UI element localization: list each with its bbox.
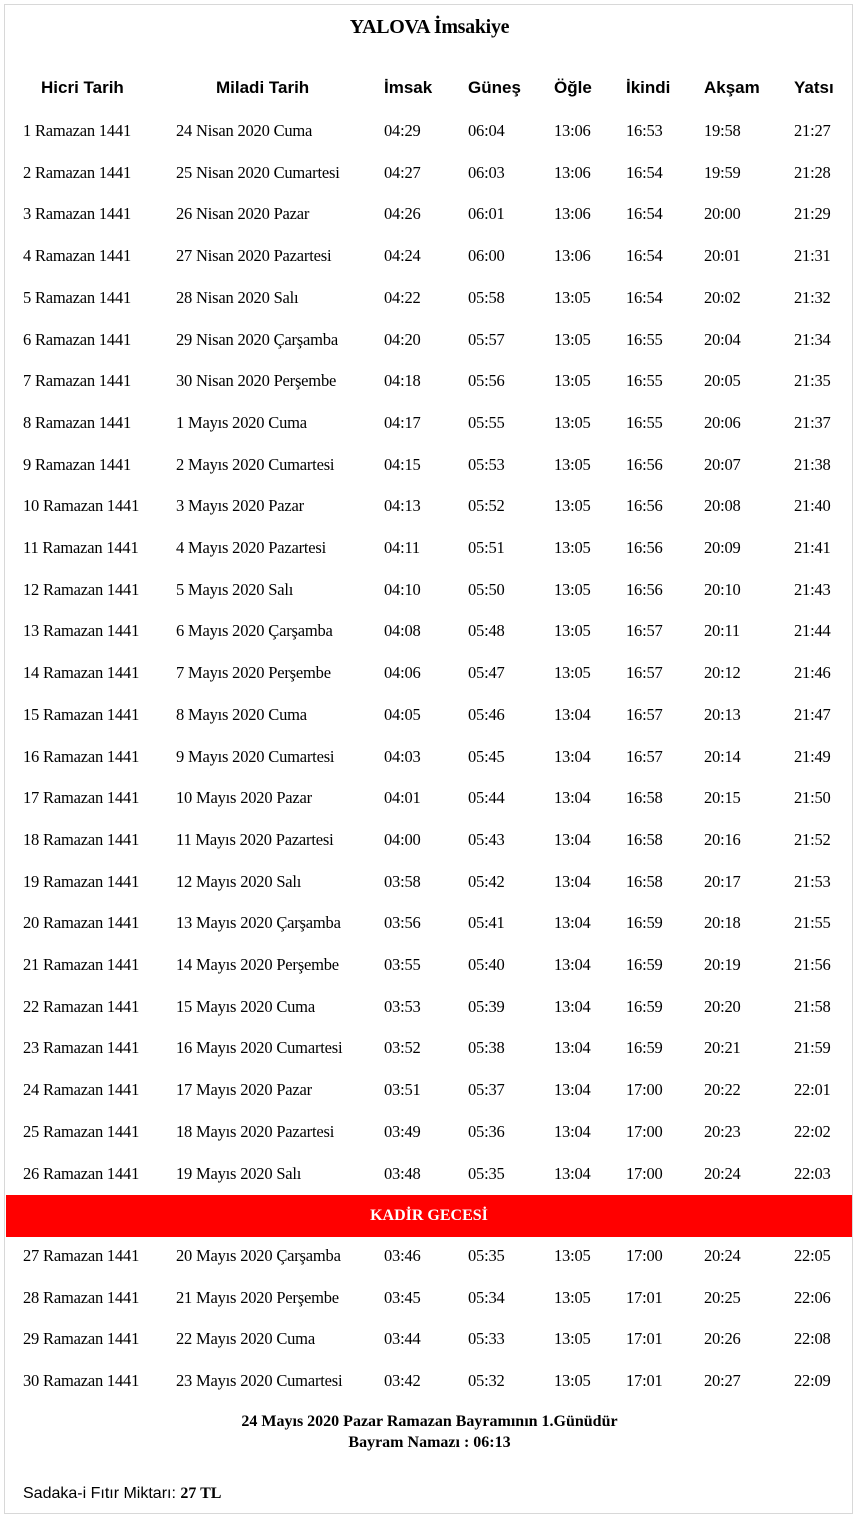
header-ikindi: İkindi bbox=[626, 78, 671, 97]
cell-ikindi: 16:57 bbox=[626, 704, 663, 724]
cell-ikindi: 17:00 bbox=[626, 1163, 663, 1183]
cell-yatsi: 21:31 bbox=[794, 246, 831, 266]
cell-gunes: 06:03 bbox=[468, 162, 505, 182]
cell-aksam: 20:20 bbox=[704, 996, 741, 1016]
cell-gunes: 05:35 bbox=[468, 1163, 505, 1183]
cell-miladi-tarih: 27 Nisan 2020 Pazartesi bbox=[176, 246, 332, 266]
cell-hicri-tarih: 20 Ramazan 1441 bbox=[23, 913, 140, 933]
cell-gunes: 05:50 bbox=[468, 579, 505, 599]
cell-yatsi: 21:52 bbox=[794, 829, 831, 849]
bayram-namazi: Bayram Namazı : 06:13 bbox=[348, 1434, 511, 1451]
cell-hicri-tarih: 18 Ramazan 1441 bbox=[23, 829, 140, 849]
cell-gunes: 05:44 bbox=[468, 788, 505, 808]
cell-imsak: 03:51 bbox=[384, 1080, 421, 1100]
cell-ogle: 13:05 bbox=[554, 287, 591, 307]
cell-miladi-tarih: 16 Mayıs 2020 Cumartesi bbox=[176, 1038, 343, 1058]
cell-imsak: 04:01 bbox=[384, 788, 421, 808]
table-row bbox=[0, 621, 859, 647]
cell-ogle: 13:04 bbox=[554, 1163, 591, 1183]
cell-imsak: 04:10 bbox=[384, 579, 421, 599]
table-row bbox=[0, 455, 859, 481]
cell-aksam: 20:06 bbox=[704, 412, 741, 432]
cell-hicri-tarih: 4 Ramazan 1441 bbox=[23, 246, 132, 266]
table-row bbox=[0, 121, 859, 147]
cell-gunes: 05:45 bbox=[468, 746, 505, 766]
cell-ogle: 13:06 bbox=[554, 121, 591, 140]
cell-hicri-tarih: 3 Ramazan 1441 bbox=[23, 204, 132, 224]
cell-ogle: 13:05 bbox=[554, 1371, 591, 1391]
cell-hicri-tarih: 17 Ramazan 1441 bbox=[23, 788, 140, 808]
cell-aksam: 19:58 bbox=[704, 121, 741, 140]
cell-miladi-tarih: 12 Mayıs 2020 Salı bbox=[176, 871, 302, 891]
table-row bbox=[0, 288, 859, 314]
cell-ikindi: 16:58 bbox=[626, 788, 663, 808]
table-row bbox=[0, 663, 859, 689]
table-row bbox=[0, 1122, 859, 1148]
cell-ikindi: 16:56 bbox=[626, 579, 663, 599]
table-row bbox=[0, 413, 859, 439]
header-miladi-tarih: Miladi Tarih bbox=[216, 78, 310, 97]
cell-imsak: 03:49 bbox=[384, 1121, 421, 1141]
cell-yatsi: 21:38 bbox=[794, 454, 831, 474]
cell-gunes: 05:57 bbox=[468, 329, 505, 349]
cell-gunes: 05:42 bbox=[468, 871, 505, 891]
cell-ikindi: 16:54 bbox=[626, 287, 663, 307]
header-imsak: İmsak bbox=[384, 78, 433, 97]
table-row bbox=[0, 204, 859, 230]
cell-aksam: 20:04 bbox=[704, 329, 741, 349]
cell-hicri-tarih: 23 Ramazan 1441 bbox=[23, 1038, 140, 1058]
cell-ogle: 13:05 bbox=[554, 1329, 591, 1349]
cell-imsak: 04:08 bbox=[384, 621, 421, 641]
cell-yatsi: 21:47 bbox=[794, 704, 831, 724]
table-row bbox=[0, 705, 859, 731]
cell-ogle: 13:05 bbox=[554, 454, 591, 474]
cell-ikindi: 16:57 bbox=[626, 663, 663, 683]
cell-hicri-tarih: 9 Ramazan 1441 bbox=[23, 454, 132, 474]
cell-hicri-tarih: 30 Ramazan 1441 bbox=[23, 1371, 140, 1391]
cell-imsak: 03:56 bbox=[384, 913, 421, 933]
cell-hicri-tarih: 11 Ramazan 1441 bbox=[23, 538, 139, 557]
cell-ikindi: 16:59 bbox=[626, 1038, 663, 1058]
cell-aksam: 20:02 bbox=[704, 287, 741, 307]
cell-yatsi: 22:05 bbox=[794, 1246, 831, 1265]
cell-ikindi: 17:00 bbox=[626, 1246, 663, 1265]
cell-aksam: 20:09 bbox=[704, 538, 741, 557]
cell-miladi-tarih: 17 Mayıs 2020 Pazar bbox=[176, 1080, 312, 1100]
cell-aksam: 20:25 bbox=[704, 1287, 741, 1307]
cell-miladi-tarih: 28 Nisan 2020 Salı bbox=[176, 287, 299, 307]
table-row bbox=[0, 1246, 859, 1272]
cell-ogle: 13:04 bbox=[554, 1080, 591, 1100]
cell-ikindi: 16:54 bbox=[626, 246, 663, 266]
cell-ogle: 13:04 bbox=[554, 913, 591, 933]
cell-miladi-tarih: 6 Mayıs 2020 Çarşamba bbox=[176, 621, 333, 641]
cell-ikindi: 16:59 bbox=[626, 913, 663, 933]
cell-miladi-tarih: 9 Mayıs 2020 Cumartesi bbox=[176, 746, 335, 766]
table-row bbox=[0, 872, 859, 898]
cell-imsak: 04:24 bbox=[384, 246, 421, 266]
cell-hicri-tarih: 14 Ramazan 1441 bbox=[23, 663, 140, 683]
cell-hicri-tarih: 2 Ramazan 1441 bbox=[23, 162, 132, 182]
cell-yatsi: 21:49 bbox=[794, 746, 831, 766]
cell-hicri-tarih: 13 Ramazan 1441 bbox=[23, 621, 140, 641]
cell-ogle: 13:05 bbox=[554, 329, 591, 349]
cell-yatsi: 21:46 bbox=[794, 663, 831, 683]
cell-aksam: 20:12 bbox=[704, 663, 741, 683]
table-row bbox=[0, 913, 859, 939]
cell-ikindi: 16:56 bbox=[626, 496, 663, 516]
cell-gunes: 05:58 bbox=[468, 287, 505, 307]
cell-gunes: 05:46 bbox=[468, 704, 505, 724]
cell-miladi-tarih: 19 Mayıs 2020 Salı bbox=[176, 1163, 302, 1183]
table-row bbox=[0, 246, 859, 272]
cell-miladi-tarih: 4 Mayıs 2020 Pazartesi bbox=[176, 538, 327, 557]
table-row bbox=[0, 1080, 859, 1106]
cell-miladi-tarih: 21 Mayıs 2020 Perşembe bbox=[176, 1287, 339, 1307]
cell-aksam: 20:01 bbox=[704, 246, 741, 266]
cell-aksam: 20:27 bbox=[704, 1371, 741, 1391]
kadir-gecesi-banner: KADİR GECESİ bbox=[6, 1195, 852, 1237]
cell-ogle: 13:04 bbox=[554, 746, 591, 766]
cell-ikindi: 16:54 bbox=[626, 204, 663, 224]
cell-ikindi: 16:58 bbox=[626, 829, 663, 849]
cell-hicri-tarih: 25 Ramazan 1441 bbox=[23, 1121, 140, 1141]
cell-yatsi: 21:29 bbox=[794, 204, 831, 224]
header-ogle: Öğle bbox=[554, 78, 592, 97]
header-yatsi: Yatsı bbox=[794, 78, 834, 97]
cell-gunes: 05:38 bbox=[468, 1038, 505, 1058]
cell-imsak: 04:20 bbox=[384, 329, 421, 349]
table-row bbox=[0, 997, 859, 1023]
cell-gunes: 05:56 bbox=[468, 371, 505, 391]
cell-ikindi: 16:56 bbox=[626, 454, 663, 474]
table-row bbox=[0, 830, 859, 856]
cell-ogle: 13:04 bbox=[554, 1038, 591, 1058]
cell-hicri-tarih: 22 Ramazan 1441 bbox=[23, 996, 140, 1016]
cell-yatsi: 21:32 bbox=[794, 287, 831, 307]
cell-aksam: 20:22 bbox=[704, 1080, 741, 1100]
cell-imsak: 04:22 bbox=[384, 287, 421, 307]
cell-gunes: 05:36 bbox=[468, 1121, 505, 1141]
cell-aksam: 20:26 bbox=[704, 1329, 741, 1349]
cell-ogle: 13:06 bbox=[554, 204, 591, 224]
cell-ogle: 13:05 bbox=[554, 579, 591, 599]
cell-miladi-tarih: 18 Mayıs 2020 Pazartesi bbox=[176, 1121, 335, 1141]
cell-ikindi: 17:00 bbox=[626, 1080, 663, 1100]
cell-ogle: 13:05 bbox=[554, 621, 591, 641]
cell-imsak: 03:44 bbox=[384, 1329, 421, 1349]
cell-imsak: 03:45 bbox=[384, 1287, 421, 1307]
cell-hicri-tarih: 5 Ramazan 1441 bbox=[23, 287, 132, 307]
cell-yatsi: 22:08 bbox=[794, 1329, 831, 1349]
cell-ikindi: 16:55 bbox=[626, 412, 663, 432]
cell-imsak: 03:42 bbox=[384, 1371, 421, 1391]
cell-gunes: 05:32 bbox=[468, 1371, 505, 1391]
cell-miladi-tarih: 3 Mayıs 2020 Pazar bbox=[176, 496, 304, 516]
cell-ogle: 13:05 bbox=[554, 1287, 591, 1307]
cell-miladi-tarih: 29 Nisan 2020 Çarşamba bbox=[176, 329, 338, 349]
cell-aksam: 20:16 bbox=[704, 829, 741, 849]
cell-aksam: 20:13 bbox=[704, 704, 741, 724]
cell-ogle: 13:04 bbox=[554, 871, 591, 891]
cell-gunes: 05:47 bbox=[468, 663, 505, 683]
cell-aksam: 20:23 bbox=[704, 1121, 741, 1141]
cell-miladi-tarih: 14 Mayıs 2020 Perşembe bbox=[176, 955, 339, 974]
cell-ikindi: 16:56 bbox=[626, 538, 663, 557]
cell-yatsi: 21:50 bbox=[794, 788, 831, 808]
cell-gunes: 05:35 bbox=[468, 1246, 505, 1265]
header-hicri-tarih: Hicri Tarih bbox=[41, 78, 124, 97]
cell-ikindi: 16:59 bbox=[626, 955, 663, 974]
cell-gunes: 05:39 bbox=[468, 996, 505, 1016]
cell-ogle: 13:04 bbox=[554, 1121, 591, 1141]
cell-aksam: 20:10 bbox=[704, 579, 741, 599]
cell-gunes: 05:52 bbox=[468, 496, 505, 516]
cell-imsak: 04:26 bbox=[384, 204, 421, 224]
cell-imsak: 03:52 bbox=[384, 1038, 421, 1058]
cell-miladi-tarih: 2 Mayıs 2020 Cumartesi bbox=[176, 454, 335, 474]
table-row bbox=[0, 1371, 859, 1397]
cell-hicri-tarih: 15 Ramazan 1441 bbox=[23, 704, 140, 724]
table-row bbox=[0, 330, 859, 356]
cell-aksam: 20:00 bbox=[704, 204, 741, 224]
cell-miladi-tarih: 13 Mayıs 2020 Çarşamba bbox=[176, 913, 341, 933]
cell-gunes: 05:43 bbox=[468, 829, 505, 849]
cell-hicri-tarih: 12 Ramazan 1441 bbox=[23, 579, 140, 599]
table-row bbox=[0, 955, 859, 981]
cell-imsak: 04:13 bbox=[384, 496, 421, 516]
cell-yatsi: 21:55 bbox=[794, 913, 831, 933]
cell-imsak: 04:17 bbox=[384, 412, 421, 432]
cell-ogle: 13:05 bbox=[554, 538, 591, 557]
cell-gunes: 06:01 bbox=[468, 204, 505, 224]
cell-gunes: 05:55 bbox=[468, 412, 505, 432]
cell-yatsi: 21:43 bbox=[794, 579, 831, 599]
cell-yatsi: 21:35 bbox=[794, 371, 831, 391]
cell-ikindi: 17:00 bbox=[626, 1121, 663, 1141]
cell-miladi-tarih: 1 Mayıs 2020 Cuma bbox=[176, 412, 307, 432]
cell-imsak: 03:55 bbox=[384, 955, 421, 974]
cell-imsak: 04:00 bbox=[384, 829, 421, 849]
cell-yatsi: 21:27 bbox=[794, 121, 831, 140]
cell-hicri-tarih: 8 Ramazan 1441 bbox=[23, 412, 132, 432]
cell-gunes: 05:40 bbox=[468, 955, 505, 974]
cell-yatsi: 21:28 bbox=[794, 162, 831, 182]
cell-miladi-tarih: 22 Mayıs 2020 Cuma bbox=[176, 1329, 315, 1349]
cell-miladi-tarih: 11 Mayıs 2020 Pazartesi bbox=[176, 829, 334, 849]
cell-ogle: 13:06 bbox=[554, 162, 591, 182]
cell-ogle: 13:04 bbox=[554, 955, 591, 974]
cell-imsak: 04:29 bbox=[384, 121, 421, 140]
cell-aksam: 20:17 bbox=[704, 871, 741, 891]
cell-miladi-tarih: 5 Mayıs 2020 Salı bbox=[176, 579, 294, 599]
cell-gunes: 05:34 bbox=[468, 1287, 505, 1307]
cell-ogle: 13:04 bbox=[554, 788, 591, 808]
cell-imsak: 04:03 bbox=[384, 746, 421, 766]
cell-hicri-tarih: 27 Ramazan 1441 bbox=[23, 1246, 140, 1265]
cell-hicri-tarih: 24 Ramazan 1441 bbox=[23, 1080, 140, 1100]
cell-yatsi: 21:41 bbox=[794, 538, 831, 557]
cell-ogle: 13:04 bbox=[554, 829, 591, 849]
cell-imsak: 03:48 bbox=[384, 1163, 421, 1183]
table-row bbox=[0, 747, 859, 773]
sadaka-value: 27 TL bbox=[180, 1485, 222, 1502]
cell-aksam: 20:05 bbox=[704, 371, 741, 391]
table-row bbox=[0, 1038, 859, 1064]
cell-yatsi: 22:01 bbox=[794, 1080, 831, 1100]
table-row bbox=[0, 496, 859, 522]
cell-yatsi: 22:06 bbox=[794, 1287, 831, 1307]
cell-yatsi: 21:53 bbox=[794, 871, 831, 891]
cell-yatsi: 22:09 bbox=[794, 1371, 831, 1391]
cell-hicri-tarih: 28 Ramazan 1441 bbox=[23, 1287, 140, 1307]
cell-ogle: 13:05 bbox=[554, 663, 591, 683]
cell-aksam: 20:18 bbox=[704, 913, 741, 933]
page-title: YALOVA İmsakiye bbox=[349, 16, 510, 38]
cell-ikindi: 17:01 bbox=[626, 1371, 663, 1391]
cell-hicri-tarih: 26 Ramazan 1441 bbox=[23, 1163, 140, 1183]
cell-gunes: 05:37 bbox=[468, 1080, 505, 1100]
cell-yatsi: 21:37 bbox=[794, 412, 831, 432]
cell-miladi-tarih: 10 Mayıs 2020 Pazar bbox=[176, 788, 312, 808]
table-row bbox=[0, 1329, 859, 1355]
table-row bbox=[0, 538, 859, 564]
cell-aksam: 20:07 bbox=[704, 454, 741, 474]
cell-ikindi: 16:57 bbox=[626, 621, 663, 641]
cell-ikindi: 17:01 bbox=[626, 1287, 663, 1307]
cell-miladi-tarih: 23 Mayıs 2020 Cumartesi bbox=[176, 1371, 343, 1391]
cell-yatsi: 21:58 bbox=[794, 996, 831, 1016]
cell-aksam: 20:24 bbox=[704, 1246, 741, 1265]
cell-gunes: 06:00 bbox=[468, 246, 505, 266]
header-gunes: Güneş bbox=[468, 78, 521, 97]
cell-imsak: 04:18 bbox=[384, 371, 421, 391]
cell-ikindi: 16:57 bbox=[626, 746, 663, 766]
cell-hicri-tarih: 16 Ramazan 1441 bbox=[23, 746, 140, 766]
cell-yatsi: 21:34 bbox=[794, 329, 831, 349]
table-row bbox=[0, 1164, 859, 1190]
cell-yatsi: 21:59 bbox=[794, 1038, 831, 1058]
cell-aksam: 20:19 bbox=[704, 955, 741, 974]
cell-yatsi: 21:44 bbox=[794, 621, 831, 641]
sadaka-info bbox=[23, 1485, 221, 1503]
cell-hicri-tarih: 19 Ramazan 1441 bbox=[23, 871, 140, 891]
sadaka-label: Sadaka-i Fıtır Miktarı: bbox=[23, 1485, 176, 1502]
cell-hicri-tarih: 21 Ramazan 1441 bbox=[23, 955, 140, 974]
cell-ogle: 13:06 bbox=[554, 246, 591, 266]
cell-yatsi: 21:40 bbox=[794, 496, 831, 516]
cell-imsak: 03:46 bbox=[384, 1246, 421, 1265]
cell-imsak: 03:58 bbox=[384, 871, 421, 891]
cell-miladi-tarih: 25 Nisan 2020 Cumartesi bbox=[176, 162, 340, 182]
cell-gunes: 05:51 bbox=[468, 538, 505, 557]
cell-gunes: 05:33 bbox=[468, 1329, 505, 1349]
cell-imsak: 03:53 bbox=[384, 996, 421, 1016]
cell-ikindi: 17:01 bbox=[626, 1329, 663, 1349]
cell-hicri-tarih: 7 Ramazan 1441 bbox=[23, 371, 132, 391]
cell-miladi-tarih: 20 Mayıs 2020 Çarşamba bbox=[176, 1246, 341, 1265]
cell-yatsi: 21:56 bbox=[794, 955, 831, 974]
cell-ogle: 13:05 bbox=[554, 496, 591, 516]
table-row bbox=[0, 1288, 859, 1314]
cell-imsak: 04:06 bbox=[384, 663, 421, 683]
cell-gunes: 05:48 bbox=[468, 621, 505, 641]
cell-gunes: 05:53 bbox=[468, 454, 505, 474]
cell-miladi-tarih: 24 Nisan 2020 Cuma bbox=[176, 121, 313, 140]
table-row bbox=[0, 371, 859, 397]
cell-imsak: 04:11 bbox=[384, 538, 420, 557]
cell-aksam: 20:24 bbox=[704, 1163, 741, 1183]
cell-aksam: 20:21 bbox=[704, 1038, 741, 1058]
cell-ogle: 13:04 bbox=[554, 996, 591, 1016]
cell-aksam: 20:08 bbox=[704, 496, 741, 516]
cell-miladi-tarih: 26 Nisan 2020 Pazar bbox=[176, 204, 310, 224]
cell-yatsi: 22:02 bbox=[794, 1121, 831, 1141]
cell-aksam: 20:15 bbox=[704, 788, 741, 808]
cell-ikindi: 16:59 bbox=[626, 996, 663, 1016]
cell-hicri-tarih: 1 Ramazan 1441 bbox=[23, 121, 132, 140]
cell-hicri-tarih: 10 Ramazan 1441 bbox=[23, 496, 140, 516]
cell-imsak: 04:15 bbox=[384, 454, 421, 474]
table-row bbox=[0, 163, 859, 189]
cell-ogle: 13:05 bbox=[554, 1246, 591, 1265]
table-row bbox=[0, 580, 859, 606]
cell-miladi-tarih: 30 Nisan 2020 Perşembe bbox=[176, 371, 337, 391]
cell-ikindi: 16:55 bbox=[626, 329, 663, 349]
cell-miladi-tarih: 7 Mayıs 2020 Perşembe bbox=[176, 663, 331, 683]
cell-hicri-tarih: 6 Ramazan 1441 bbox=[23, 329, 132, 349]
cell-gunes: 05:41 bbox=[468, 913, 505, 933]
cell-ogle: 13:05 bbox=[554, 412, 591, 432]
cell-miladi-tarih: 8 Mayıs 2020 Cuma bbox=[176, 704, 307, 724]
cell-ikindi: 16:58 bbox=[626, 871, 663, 891]
cell-gunes: 06:04 bbox=[468, 121, 505, 140]
cell-ogle: 13:04 bbox=[554, 704, 591, 724]
cell-ikindi: 16:54 bbox=[626, 162, 663, 182]
cell-imsak: 04:05 bbox=[384, 704, 421, 724]
cell-aksam: 20:14 bbox=[704, 746, 741, 766]
cell-imsak: 04:27 bbox=[384, 162, 421, 182]
header-aksam: Akşam bbox=[704, 78, 760, 97]
cell-ikindi: 16:55 bbox=[626, 371, 663, 391]
cell-ogle: 13:05 bbox=[554, 371, 591, 391]
bayram-note: 24 Mayıs 2020 Pazar Ramazan Bayramının 1.Günüdür bbox=[241, 1413, 618, 1430]
cell-hicri-tarih: 29 Ramazan 1441 bbox=[23, 1329, 140, 1349]
table-row bbox=[0, 788, 859, 814]
cell-aksam: 19:59 bbox=[704, 162, 741, 182]
cell-yatsi: 22:03 bbox=[794, 1163, 831, 1183]
cell-aksam: 20:11 bbox=[704, 621, 740, 641]
cell-miladi-tarih: 15 Mayıs 2020 Cuma bbox=[176, 996, 315, 1016]
cell-ikindi: 16:53 bbox=[626, 121, 663, 140]
